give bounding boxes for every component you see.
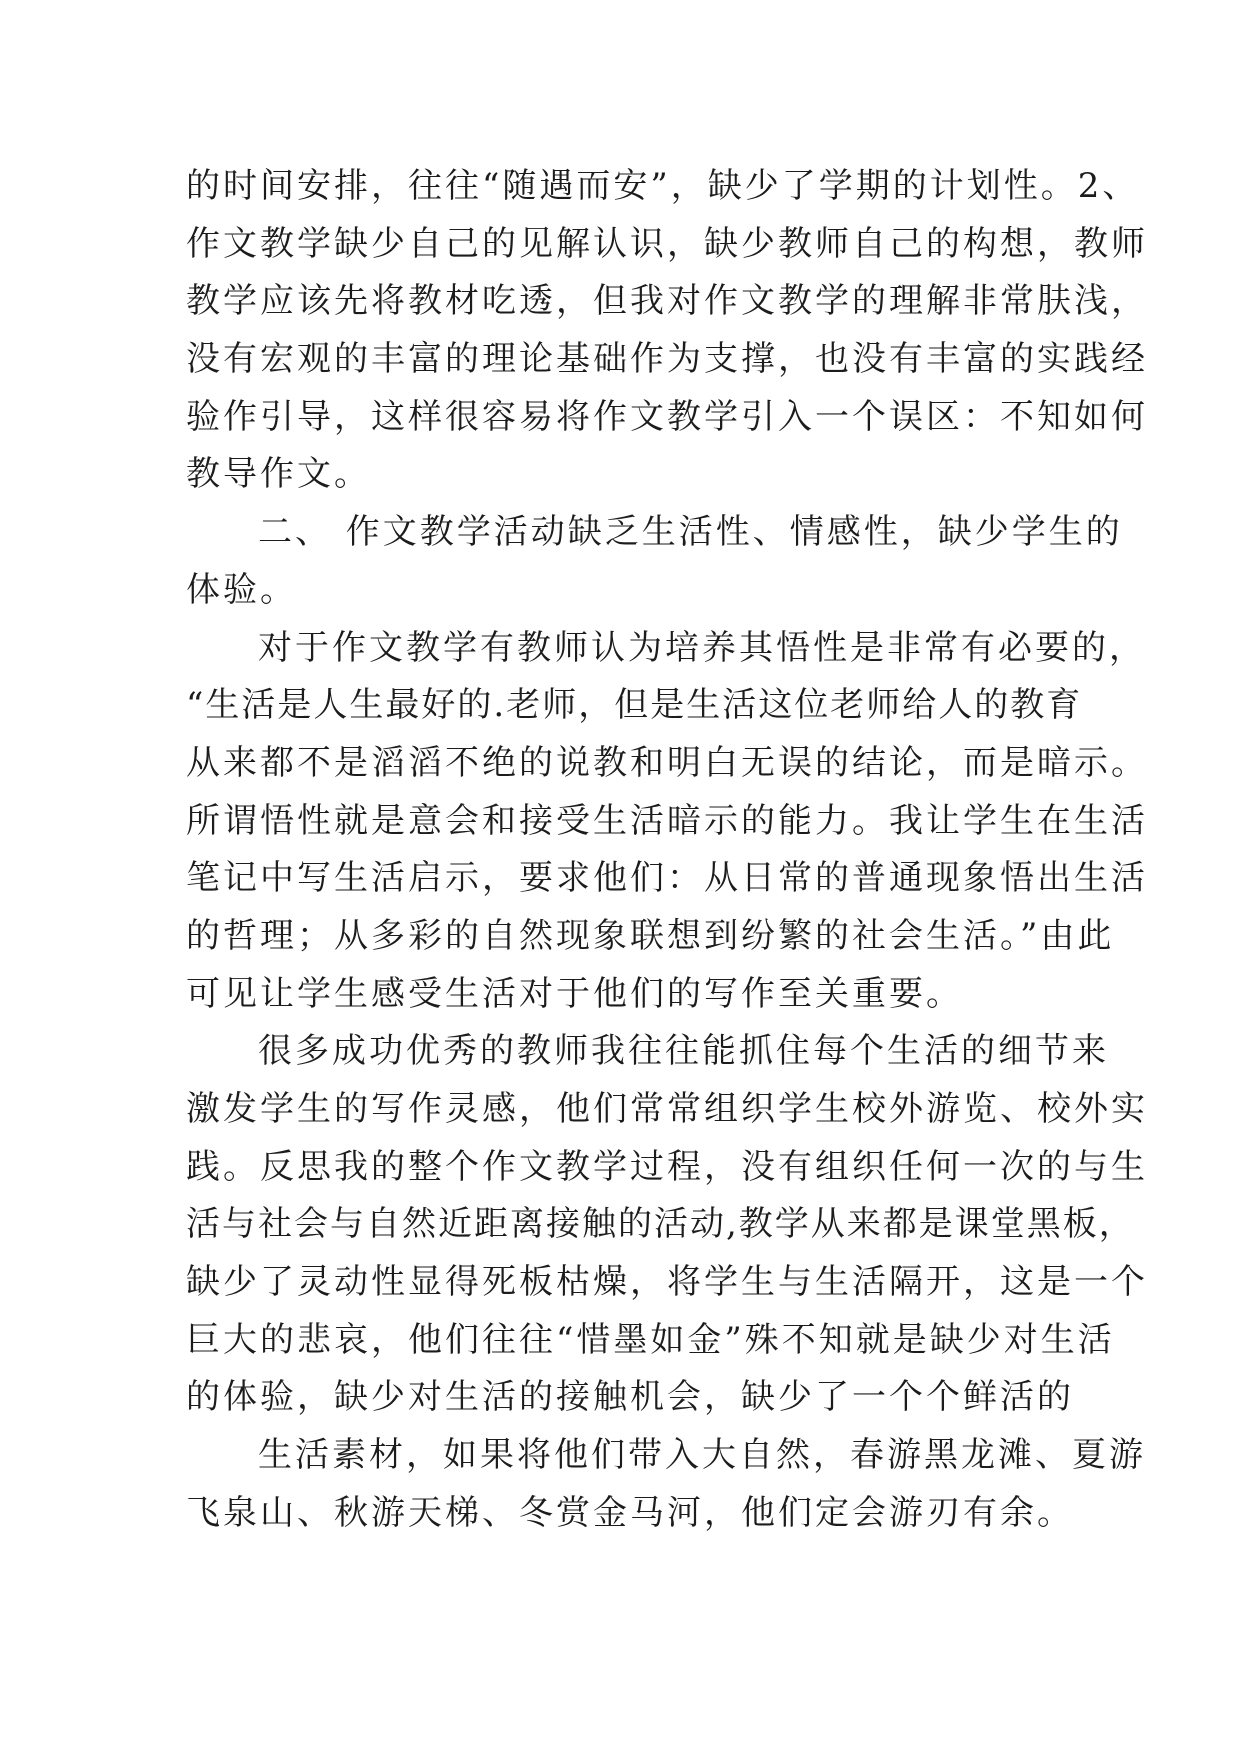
text-line: 的哲理；从多彩的自然现象联想到纷繁的社会生活。”由此 [186,915,1115,956]
text-line: 教导作文。 [186,454,371,495]
document-body [186,158,1148,1543]
section-heading-line: 二、 作文教学活动缺乏生活性、情感性，缺少学生的 [258,512,1123,553]
text-line: 缺少了灵动性显得死板枯燥，将学生与生活隔开，这是一个 [186,1262,1148,1303]
text-line: 所谓悟性就是意会和接受生活暗示的能力。我让学生在生活 [186,800,1148,841]
paragraph-start-line: 生活素材，如果将他们带入大自然，春游黑龙滩、夏游 [258,1435,1146,1476]
text-line: 激发学生的写作灵感，他们常常组织学生校外游览、校外实 [186,1089,1148,1129]
text-line: 活与社会与自然近距离接触的活动,教学从来都是课堂黑板， [186,1204,1135,1245]
text-line: 教学应该先将教材吃透，但我对作文教学的理解非常肤浅， [186,281,1148,322]
text-line: 作文教学缺少自己的见解认识，缺少教师自己的构想，教师 [186,223,1148,264]
text-line: 笔记中写生活启示，要求他们：从日常的普通现象悟出生活 [186,858,1148,899]
text-line: 践。反思我的整个作文教学过程，没有组织任何一次的与生 [186,1146,1148,1187]
paragraph-start-line: 很多成功优秀的教师我往往能抓住每个生活的细节来 [258,1031,1109,1072]
text-line: 飞泉山、秋游天梯、冬赏金马河，他们定会游刃有余。 [186,1492,1074,1533]
text-line: 验作引导，这样很容易将作文教学引入一个误区：不知如何 [186,396,1148,437]
text-line: 巨大的悲哀，他们往往“惜墨如金”殊不知就是缺少对生活 [186,1319,1115,1360]
paragraph-start-line: 对于作文教学有教师认为培养其悟性是非常有必要的， [258,627,1146,668]
text-line: 没有宏观的丰富的理论基础作为支撑，也没有丰富的实践经 [186,339,1148,380]
text-line: 可见让学生感受生活对于他们的写作至关重要。 [186,973,963,1014]
text-line: “生活是人生最好的.老师，但是生活这位老师给人的教育 [186,685,1083,726]
text-line: 的时间安排，往往“随遇而安”，缺少了学期的计划性。2、 [186,166,1140,206]
text-line: 从来都不是滔滔不绝的说教和明白无误的结论，而是暗示。 [186,742,1148,783]
text-line: 体验。 [186,569,297,610]
text-line: 的体验，缺少对生活的接触机会，缺少了一个个鲜活的 [186,1377,1074,1418]
